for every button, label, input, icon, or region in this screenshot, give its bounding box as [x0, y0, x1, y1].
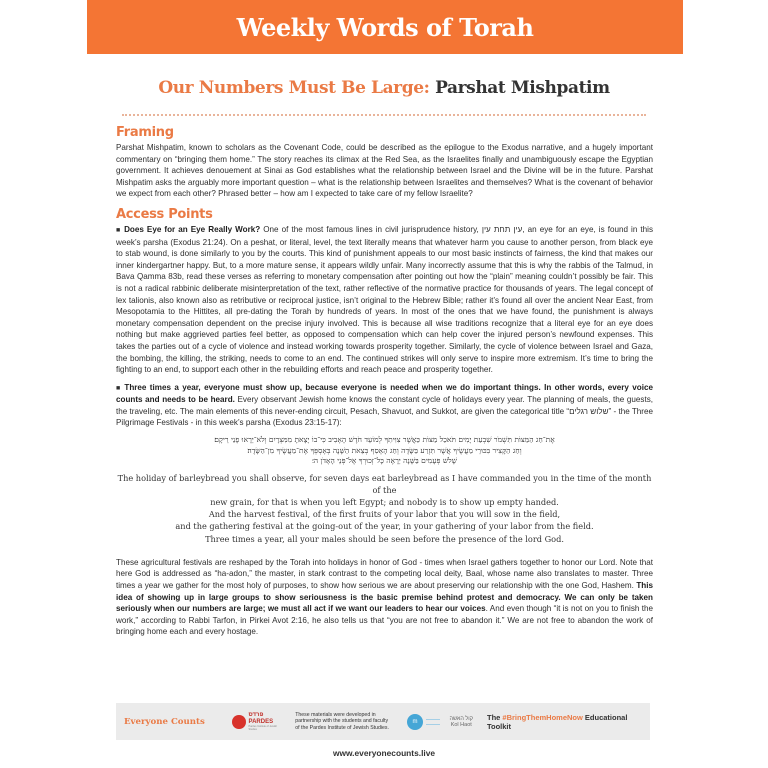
closing-text-end: . And even though “it is not on you to finish the work,” according to Rabbi Tarfon, in Pirkei Avot 2:16, he also tells us that “you are not free to abandon it.” We are not free to abandon the work of bringing home each and every hostage.: [116, 604, 653, 637]
hebrew-line: וְחַג הַקָּצִיר בִּכּוּרֵי מַעֲשֶׂיךָ אֲשֶׁר תִּזְרַע בַּשָּׂדֶה וְחַג הָאָסִף בְּצֵאת הַשָּׁנָה בְּאָסְפְּךָ אֶת־מַעֲשֶׂיךָ מִן־הַשָּׂדֶה׃: [247, 445, 522, 455]
kol-hebrew: קול האשה: [449, 715, 473, 722]
access-point-1: [116, 224, 653, 376]
access-points-heading: Access Points: [116, 206, 213, 222]
everyone-counts-logo: Everyone Counts: [124, 716, 205, 727]
framing-paragraph: Parshat Mishpatim, known to scholars as the Covenant Code, could be described as the epilogue to the Exodus narrative, and a hugely important commentary on “bringing them home.” The story reaches its climax at the Red Sea, as the Israelites finally and unambiguously escape the Egyptian government. It achieves denouement at Sinai as God establishes what the relationship between Israel and the Divine will be in the future. Parshat Mishpatim asks the arguably more important question – what is the relationship between Israelites and themselves? What is the covenant of behavior we expect from each other? Phrased better – how am I expected to take care of my fellow Israelite?: [116, 143, 653, 199]
banner-title: Weekly Words of Torah: [236, 12, 534, 42]
closing-text: These agricultural festivals are reshaped by the Torah into holidays in honor of God - times when Israel gathers together to honor our Lord. Note that here God is addressed as “ha-adon,” the master, in stark contrast to the competing local deity, Baal, whose name also translates to master. Three times a year we gather for the most holy of purposes, to show how serious we are about preserving our relationship with the one God, Hashem.: [116, 557, 653, 590]
closing-bold: This idea of showing up in large groups to show seriousness is the basic premise behind protest and democracy. We can only be taken seriously when our numbers are large; we must all act if we want our leaders to hear our voices: [116, 580, 653, 614]
partnership-note: These materials were developed in partnership with the students and faculty of the Pardes Institute of Jewish Studies.: [295, 712, 389, 731]
access-point-1-title: Does Eye for an Eye Really Work?: [124, 224, 261, 234]
framing-heading: Framing: [116, 125, 174, 140]
closing-paragraph: [116, 557, 653, 638]
pardes-subtitle: Pardes Institute of Jewish Studies: [248, 725, 278, 731]
toolkit-pre: The: [486, 712, 503, 722]
document-body: [116, 124, 653, 644]
hebrew-verse: [116, 435, 653, 467]
hebrew-line: אֶת־חַג הַמַּצּוֹת תִּשְׁמֹר שִׁבְעַת יָמִים תֹּאכַל מַצּוֹת כַּאֲשֶׁר צִוִּיתִךָ לְמוֹעֵד חֹדֶשׁ הָאָבִיב כִּי־בוֹ יָצָאתָ מִמִּצְרָיִם וְלֹא־יֵרָאוּ פָנַי רֵיקָם׃: [214, 435, 555, 445]
m-logo-text: [426, 719, 440, 725]
toolkit-post: Educational Toolkit: [486, 712, 628, 731]
pardes-name: PARDES: [248, 718, 274, 725]
page-title: [0, 78, 768, 98]
access-point-2-title: Three times a year, everyone must show up, because everyone is needed when we do important things. In other words, every voice counts and needs to be heard.: [116, 382, 653, 405]
access-point-2: [116, 382, 653, 429]
translation-line: And the harvest festival, of the first fruits of your labor that you will sow in the field,: [208, 509, 561, 520]
footer-bar: [116, 703, 650, 740]
website-link[interactable]: www.everyonecounts.live: [332, 748, 436, 758]
access-point-1-text: One of the most famous lines in civil jurisprudence history, עין תחת עין, an eye for an eye, is found in this week’s parsha (Exodus 21:24). On a peshat, or literal, level, the text literally means that whatever harm you cause to another person, from black eye to stab wound, is done similarly to you by the courts. This kind of punishment appeals to our most basic instincts of fairness, the kind that makes our inner kindergartner happy. But, to a more mature sense, it appears wildly unfair. Many incorrectly assume that this is why the rabbis of the Talmud, in Bava Qamma 83b, read these verses as referring to monetary compensation after pointing out how the “plain” meaning couldn’t possibly be fair. This is not a radical rabbinic deliberate misinterpretation of the text, rather reflective of the normative practice for thousands of years. The legal concept of lex talionis, also known also as retributive or reciprocal justice, isn’t original to the Hebrew Bible; rather it’s found all over the ancient Near East, from Mesopotamia to the Hittites, all pre-dating the Torah by hundreds of years. In most of the ones that we have found, the punishment is always monetary compensation dependent on the precise injury involved. This is because all wise traditions recognize that a literal eye for an eye does nothing but make aggrieved parties feel better, as opposed to compensation which can help cover the injured person’s newfound expenses. This takes the parties out of a cycle of violence and instead working towards prosperity together. Similarly, the cycle of violence between Israel and Gaza, the bombing, the killing, the striking, needs to come to an end. The continued strikes will only serve to inspire more extremism. It’s time to bring the fighting to an end, to support each other in the rebuilding efforts and reach peace and prosperity together.: [116, 224, 653, 375]
translation-line: and the gathering festival at the going-out of the year, in your gathering of your labor from the field.: [175, 521, 594, 532]
hebrew-line: שָׁלֹשׁ פְּעָמִים בַּשָּׁנָה יֵרָאֶה כָּל־זְכוּרְךָ אֶל־פְּנֵי הָאָדֹן ה׳׃: [312, 456, 457, 466]
translation-line: The holiday of barleybread you shall observe, for seven days eat barleybread as I have commanded you in the time of the month of the: [117, 472, 652, 495]
pomegranate-icon: [232, 715, 246, 729]
title-accent: Our Numbers Must Be Large:: [158, 78, 430, 98]
pardes-hebrew: פרדס: [248, 712, 264, 718]
m-circle-logo-icon: m: [407, 714, 423, 730]
header-banner: [87, 0, 683, 54]
hashtag: #BringThemHomeNow: [502, 712, 583, 722]
translation-line: Three times a year, all your males should be seen before the presence of the lord God.: [205, 533, 564, 544]
bullet-square-icon: ■: [116, 226, 122, 234]
kol-latin: Kol Haot: [450, 721, 472, 728]
bullet-square-icon: ■: [116, 384, 122, 392]
pardes-logo: [232, 712, 285, 731]
kol-haot-logo: [450, 716, 473, 728]
dotted-divider: [122, 114, 646, 116]
translation-line: new grain, for that is when you left Egypt; and nobody is to show up empty handed.: [210, 496, 559, 507]
access-point-2-text: Every observant Jewish home knows the constant cycle of holidays every year. The planning of meals, the guests, the traveling, etc. The main elements of this never-ending circuit, Pesach, Shavuot, and Sukkot, are given the categorical title “שלוש רגלים” - the Three Pilgrimage Festivals - in this week’s parsha (Exodus 23:15-17):: [116, 395, 653, 428]
verse-translation: [116, 472, 653, 545]
title-main: Parshat Mishpatim: [435, 78, 610, 98]
toolkit-label: [487, 713, 650, 731]
